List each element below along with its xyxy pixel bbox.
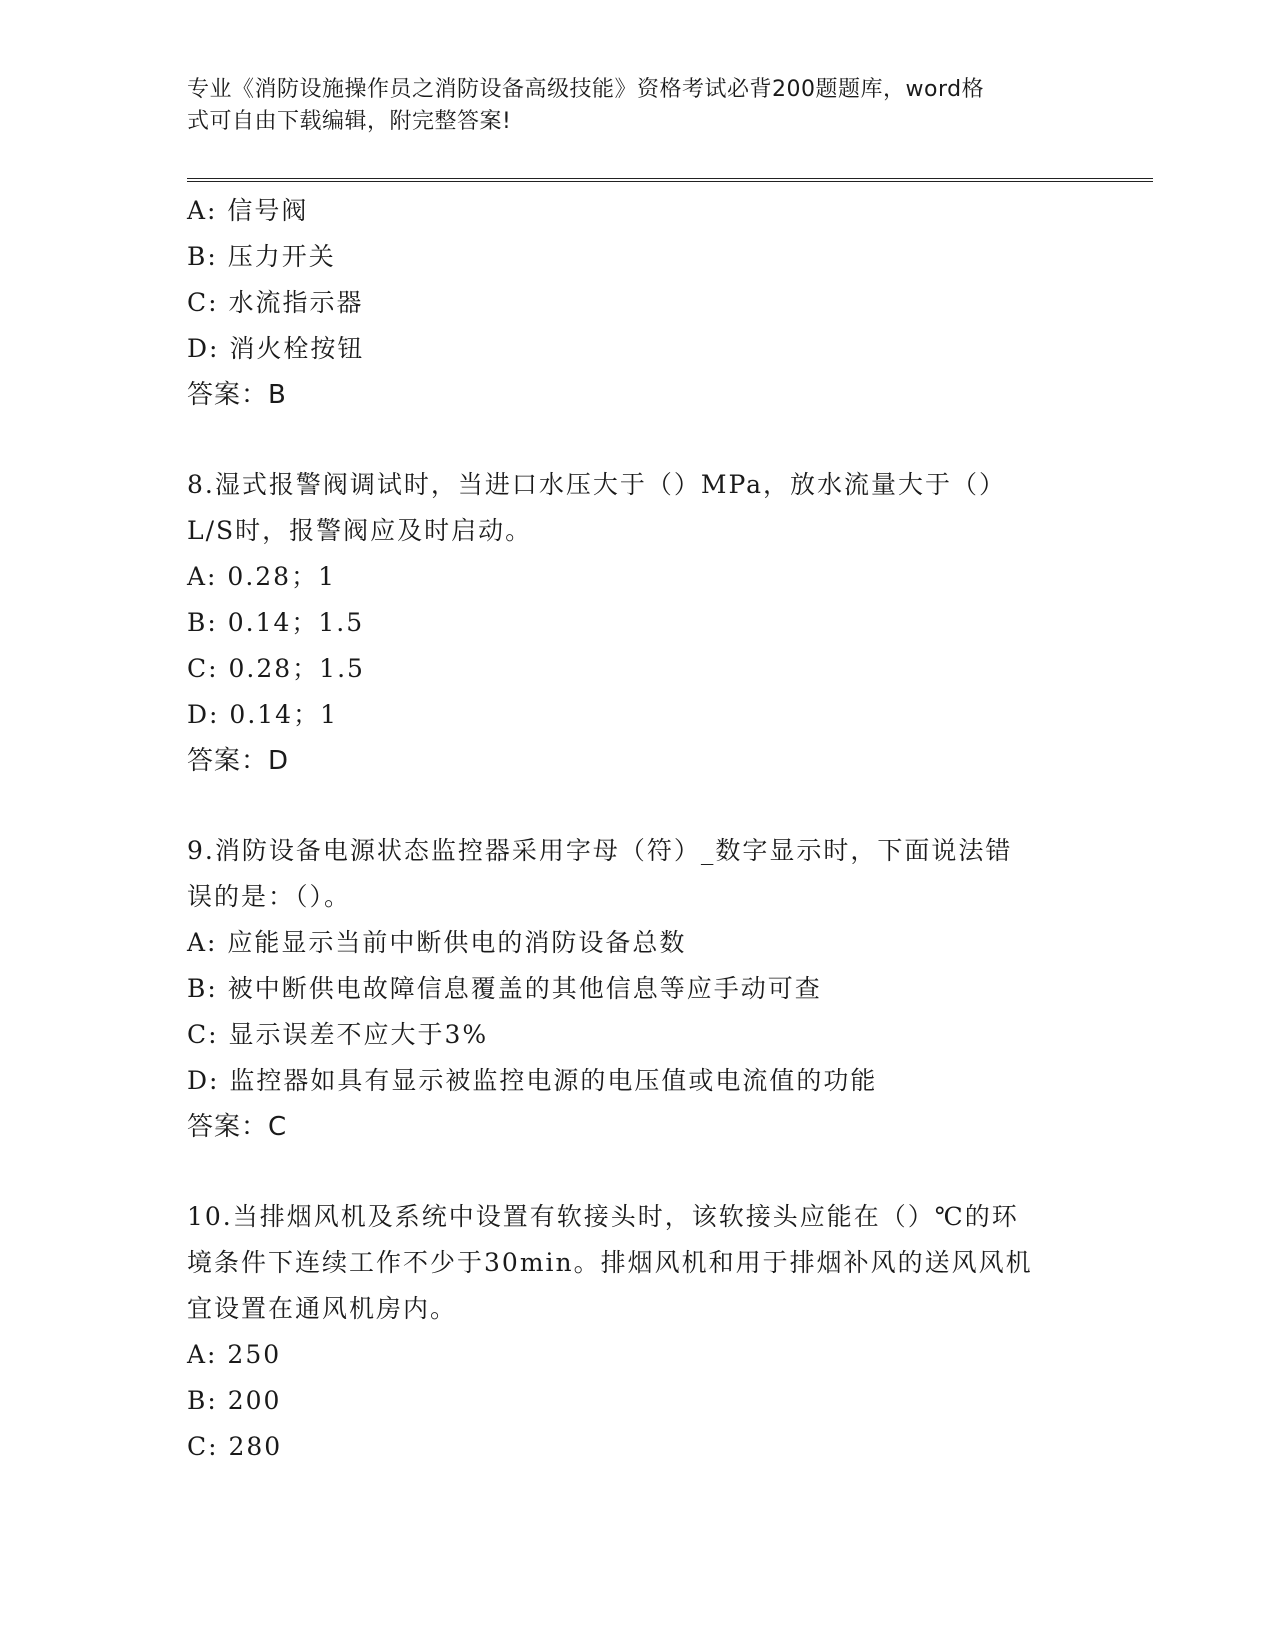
question-9 bbox=[187, 828, 1087, 1150]
q9-option-b: B: 被中断供电故障信息覆盖的其他信息等应手动可查 bbox=[187, 974, 822, 1003]
q10-stem-line-3: 宜设置在通风机房内。 bbox=[187, 1294, 458, 1323]
q10-option-a: A: 250 bbox=[187, 1340, 282, 1369]
q10-option-b: B: 200 bbox=[187, 1386, 282, 1415]
q9-answer: 答案：C bbox=[187, 1112, 288, 1142]
q9-option-c: C: 显示误差不应大于3% bbox=[187, 1020, 489, 1049]
q9-stem-line-1: 9.消防设备电源状态监控器采用字母（符）_数字显示时，下面说法错 bbox=[187, 836, 1013, 865]
q7-answer: 答案：B bbox=[187, 380, 287, 410]
q8-option-d: D: 0.14；1 bbox=[187, 700, 338, 729]
q8-answer: 答案：D bbox=[187, 746, 290, 776]
q7-option-d: D: 消火栓按钮 bbox=[187, 334, 365, 363]
q10-stem-line-1: 10.当排烟风机及系统中设置有软接头时，该软接头应能在（）℃的环 bbox=[187, 1202, 1019, 1231]
q9-stem-line-2: 误的是：（）。 bbox=[187, 882, 352, 911]
q7-option-a: A: 信号阀 bbox=[187, 196, 309, 225]
question-7 bbox=[187, 188, 1087, 418]
q8-option-b: B: 0.14；1.5 bbox=[187, 608, 365, 637]
header-divider bbox=[187, 178, 1153, 182]
question-gap bbox=[187, 784, 1087, 828]
header-line-1: 专业《消防设施操作员之消防设备高级技能》资格考试必背200题题库，word格 bbox=[187, 77, 985, 102]
q7-option-c: C: 水流指示器 bbox=[187, 288, 364, 317]
q7-option-b: B: 压力开关 bbox=[187, 242, 336, 271]
question-gap bbox=[187, 1150, 1087, 1194]
header-line-2: 式可自由下载编辑，附完整答案! bbox=[187, 109, 512, 134]
q8-stem-line-2: L/S时，报警阀应及时启动。 bbox=[187, 516, 533, 545]
question-8 bbox=[187, 462, 1087, 784]
page-header bbox=[187, 74, 1067, 138]
q9-option-d: D: 监控器如具有显示被监控电源的电压值或电流值的功能 bbox=[187, 1066, 878, 1095]
q10-option-c: C: 280 bbox=[187, 1432, 283, 1461]
q8-option-a: A: 0.28；1 bbox=[187, 562, 336, 591]
question-list bbox=[187, 188, 1087, 1470]
question-10 bbox=[187, 1194, 1087, 1470]
q10-stem-line-2: 境条件下连续工作不少于30min。排烟风机和用于排烟补风的送风风机 bbox=[187, 1248, 1033, 1277]
q8-option-c: C: 0.28；1.5 bbox=[187, 654, 365, 683]
q9-option-a: A: 应能显示当前中断供电的消防设备总数 bbox=[187, 928, 687, 957]
question-gap bbox=[187, 418, 1087, 462]
q8-stem-line-1: 8.湿式报警阀调试时，当进口水压大于（）MPa，放水流量大于（） bbox=[187, 470, 1007, 499]
